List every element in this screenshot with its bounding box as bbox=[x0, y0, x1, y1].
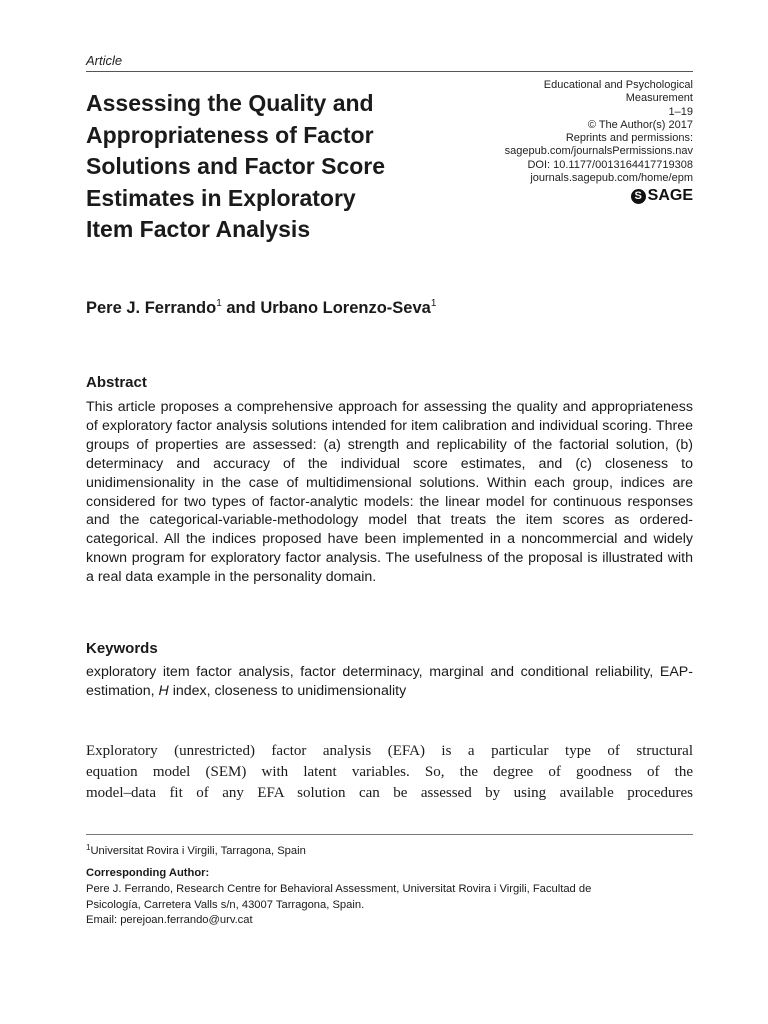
journal-name: Educational and Psychological bbox=[543, 79, 693, 91]
author-list bbox=[86, 298, 436, 318]
title-line: Solutions and Factor Score bbox=[86, 153, 386, 179]
journal-url[interactable]: journals.sagepub.com/home/epm bbox=[530, 172, 693, 185]
reprints-label: Reprints and permissions: bbox=[565, 132, 693, 145]
affiliation-marker: 1 bbox=[216, 298, 222, 309]
keywords-part: exploratory item factor analysis, factor determinacy, marginal and conditional reliability, EAP-estimation, bbox=[86, 664, 693, 699]
paper-title bbox=[86, 88, 506, 246]
body-line: Exploratory (unrestricted) factor analysis (EFA) is a particular type of structural bbox=[86, 743, 693, 759]
keywords-italic: H bbox=[158, 682, 169, 699]
copyright: © The Author(s) 2017 bbox=[587, 118, 693, 131]
author-name: Pere J. Ferrando bbox=[86, 299, 217, 317]
sage-logo-text: SAGE bbox=[647, 187, 693, 204]
journal-name: Measurement bbox=[625, 92, 693, 105]
corresponding-email[interactable]: Email: perejoan.ferrando@urv.cat bbox=[86, 914, 253, 926]
permissions-link[interactable]: sagepub.com/journalsPermissions.nav bbox=[504, 145, 693, 158]
corresponding-address: Psicología, Carretera Valls s/n, 43007 Tarragona, Spain. bbox=[86, 898, 365, 911]
affiliation-text: Universitat Rovira i Virgili, Tarragona, Spain bbox=[90, 845, 306, 857]
footnote-rule bbox=[86, 834, 693, 835]
corresponding-author-details bbox=[86, 882, 706, 929]
affiliation-marker: 1 bbox=[430, 298, 437, 309]
author-conjunction: and bbox=[221, 299, 261, 317]
author-name: Urbano Lorenzo-Seva bbox=[260, 299, 431, 317]
corresponding-author-heading: Corresponding Author: bbox=[86, 867, 210, 879]
keywords-part: index, closeness to unidimensionality bbox=[168, 682, 407, 699]
doi[interactable]: DOI: 10.1177/0013164417719308 bbox=[527, 158, 693, 171]
article-type-label: Article bbox=[86, 53, 123, 68]
journal-metadata bbox=[463, 79, 693, 185]
body-line: equation model (SEM) with latent variables. So, the degree of goodness of the bbox=[86, 764, 693, 780]
sage-logo-icon: S bbox=[631, 189, 646, 204]
affiliation-footnote bbox=[86, 840, 706, 860]
abstract-heading: Abstract bbox=[86, 374, 147, 391]
body-line: model–data fit of any EFA solution can be assessed by using available procedures bbox=[86, 785, 693, 801]
title-line: Estimates in Exploratory bbox=[86, 184, 356, 211]
corresponding-address: Pere J. Ferrando, Research Centre for Behavioral Assessment, Universitat Rovira i Virgili, Facultad de bbox=[86, 883, 592, 895]
title-line: Appropriateness of Factor bbox=[86, 121, 374, 148]
main-body-text bbox=[86, 741, 693, 804]
affiliation-marker: 1 bbox=[86, 843, 91, 852]
page-range: 1–19 bbox=[668, 105, 693, 118]
header-rule bbox=[86, 71, 693, 72]
sage-logo bbox=[631, 187, 693, 205]
title-line: Item Factor Analysis bbox=[86, 216, 311, 242]
abstract-text: This article proposes a comprehensive approach for assessing the quality and appropriateness of exploratory factor analysis solutions intended for item calibration and individual scoring. Three groups of properties are assessed: (a) strength and replicability of the factorial solution, (b) determinacy and accuracy of the individual score estimates, and (c) closeness to unidimensionality in the case of multidimensional solutions. Within each group, indices are considered for two types of factor-analytic models: the linear model for continuous responses and the categorical-variable-methodology model that treats the item scores as ordered-categorical. All the indices proposed have been implemented in a noncommercial and widely known program for exploratory factor analysis. The usefulness of the proposal is illustrated with a real data example in the personality domain. bbox=[86, 399, 693, 586]
keywords-text bbox=[86, 663, 693, 701]
title-line: Assessing the Quality and bbox=[86, 90, 374, 116]
keywords-heading: Keywords bbox=[86, 640, 158, 657]
